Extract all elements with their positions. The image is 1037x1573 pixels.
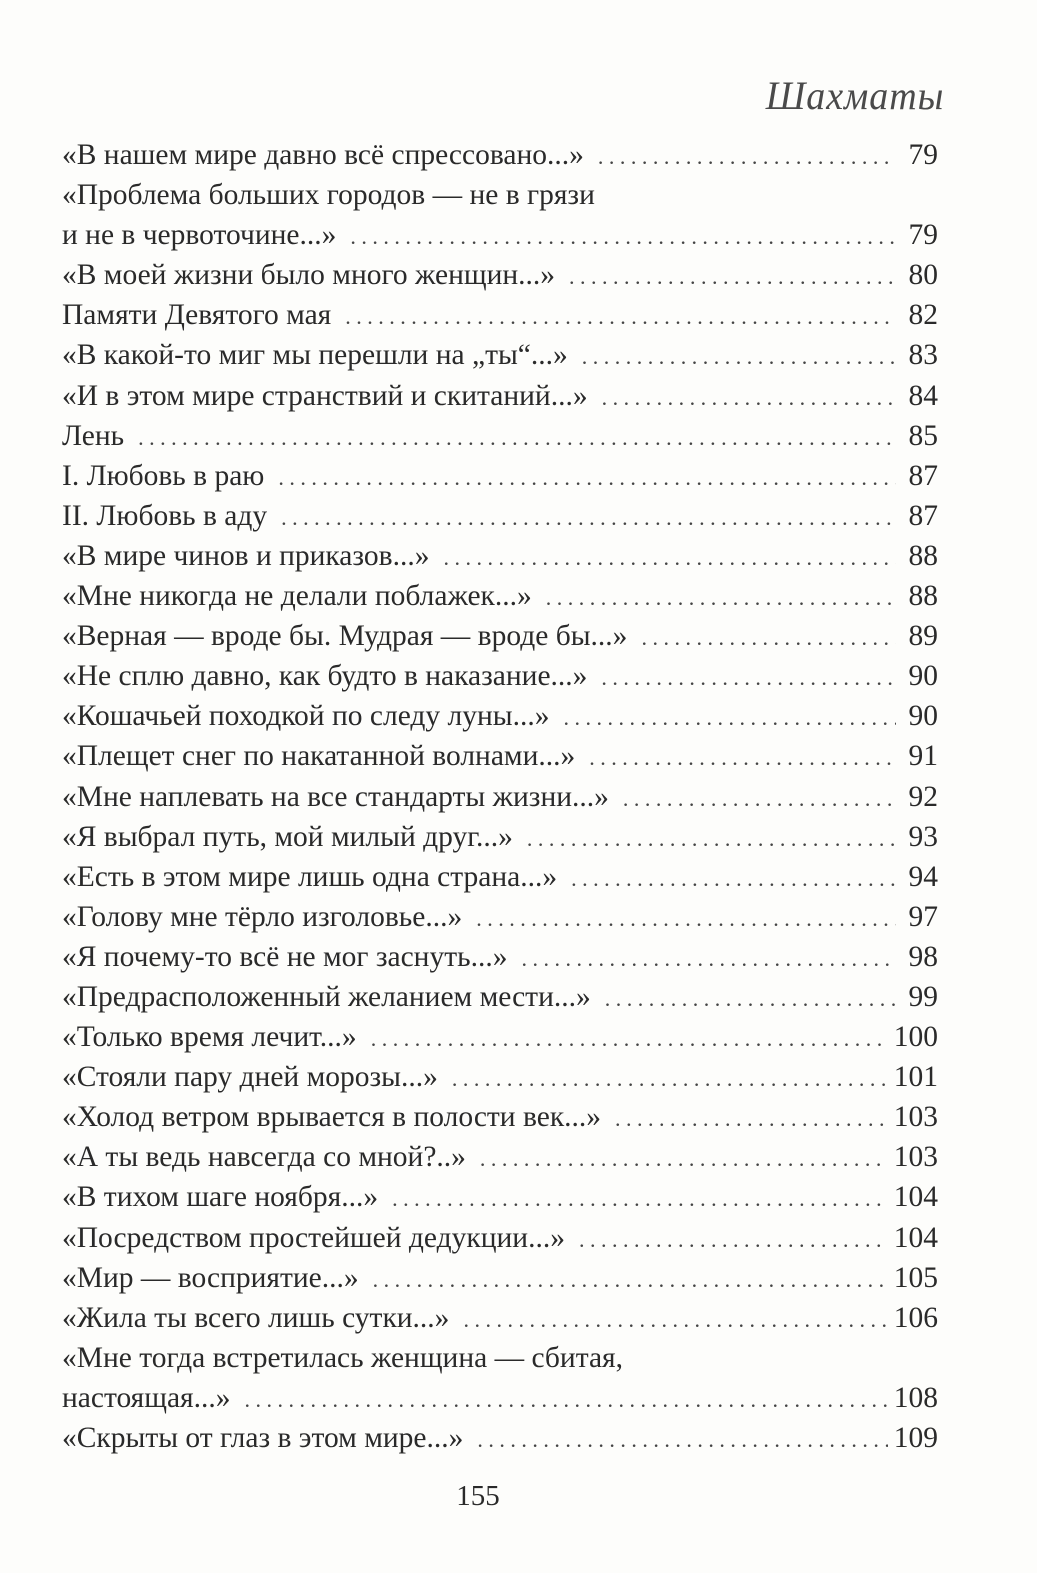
toc-entry [62,335,938,375]
toc-entry [62,817,938,857]
toc-entry-page: 79 [908,219,938,252]
toc-entry-page: 98 [908,940,938,973]
toc-entry-page: 93 [908,820,938,853]
dot-leader [463,1300,887,1340]
dot-leader [564,698,897,738]
table-of-contents [62,135,938,1458]
toc-entry-title: «Предрасположенный желанием мести...» [62,980,591,1013]
toc-entry [62,736,938,776]
toc-entry-page: 89 [908,620,938,653]
toc-entry-title: «В тихом шаге ноября...» [62,1181,379,1214]
toc-entry [62,1177,938,1217]
dot-leader [527,819,896,859]
toc-entry-title: «Мир — восприятие...» [62,1261,359,1294]
toc-entry-page: 103 [893,1141,938,1174]
toc-entry [62,215,938,255]
toc-entry [62,255,938,295]
toc-entry-page: 105 [893,1261,938,1294]
dot-leader [245,1380,888,1420]
toc-entry [62,416,938,456]
toc-entry-title: «В мире чинов и приказов...» [62,539,430,572]
running-header: Шахматы [765,73,945,118]
dot-leader [546,578,896,618]
toc-entry-title: «Проблема больших городов — не в грязи [62,179,595,212]
dot-leader [579,1220,888,1260]
toc-entry-title: «Холод ветром врывается в полости век...» [62,1101,602,1134]
toc-entry-title: «Стояли пару дней морозы...» [62,1061,438,1094]
toc-entry [62,456,938,496]
toc-entry-page: 108 [893,1381,938,1414]
toc-entry [62,937,938,977]
toc-entry [62,376,938,416]
toc-entry-page: 103 [893,1101,938,1134]
dot-leader [477,1420,887,1460]
toc-entry [62,576,938,616]
toc-entry-title: «Есть в этом мире лишь одна страна...» [62,860,558,893]
toc-entry-page: 88 [908,580,938,613]
toc-entry [62,656,938,696]
toc-entry-title: «Мне тогда встретилась женщина — сбитая, [62,1341,624,1374]
dot-leader [582,337,896,377]
toc-entry-title: Памяти Девятого мая [62,299,332,332]
dot-leader [623,779,896,819]
toc-entry-title: и не в червоточине...» [62,219,337,252]
dot-leader [602,378,896,418]
toc-entry-title: «Мне наплевать на все стандарты жизни...» [62,780,609,813]
toc-entry-title: «А ты ведь навсегда со мной?..» [62,1141,466,1174]
toc-entry [62,295,938,335]
toc-entry-page: 92 [908,780,938,813]
dot-leader [350,217,896,257]
toc-entry-page: 104 [893,1181,938,1214]
dot-leader [371,1019,888,1059]
dot-leader [571,859,896,899]
dot-leader [452,1059,888,1099]
toc-entry-title: «Скрыты от глаз в этом мире...» [62,1422,464,1454]
toc-entry-title: Лень [62,419,125,452]
toc-entry-page: 90 [908,660,938,693]
toc-entry [62,616,938,656]
toc-entry [62,1418,938,1458]
toc-entry-page: 106 [893,1301,938,1334]
toc-entry-page: 91 [908,740,938,773]
toc-entry-page: 94 [908,860,938,893]
toc-entry [62,1097,938,1137]
dot-leader [476,899,896,939]
dot-leader [601,658,896,698]
toc-entry-page: 79 [908,139,938,171]
dot-leader [281,498,896,538]
page-number: 155 [456,1480,500,1512]
toc-entry [62,135,938,175]
toc-entry-title: I. Любовь в раю [62,459,265,492]
toc-entry-title: «Посредством простейшей дедукции...» [62,1221,565,1254]
toc-entry-page: 90 [908,700,938,733]
toc-entry [62,1057,938,1097]
dot-leader [641,618,896,658]
dot-leader [569,257,896,297]
dot-leader [605,979,896,1019]
toc-entry [62,1137,938,1177]
toc-entry [62,857,938,897]
toc-entry-page: 109 [893,1422,938,1454]
dot-leader [598,137,896,177]
dot-leader [278,458,896,498]
toc-entry [62,1338,938,1378]
toc-entry-title: «Только время лечит...» [62,1021,357,1054]
toc-entry-page: 88 [908,539,938,572]
dot-leader [373,1260,888,1300]
dot-leader [480,1139,888,1179]
toc-entry-title: «Голову мне тёрло изголовье...» [62,900,463,933]
toc-entry-page: 84 [908,379,938,412]
dot-leader [521,939,896,979]
toc-entry-title: «В какой-то миг мы перешли на „ты“...» [62,339,568,372]
toc-entry [62,1298,938,1338]
toc-entry-title: «В нашем мире давно всё спрессовано...» [62,139,584,171]
toc-entry-title: «Кошачьей походкой по следу луны...» [62,700,550,733]
toc-entry [62,696,938,736]
toc-entry [62,175,938,215]
toc-entry-page: 101 [893,1061,938,1094]
toc-entry [62,1017,938,1057]
toc-entry [62,1378,938,1418]
toc-entry [62,1218,938,1258]
toc-entry-page: 99 [908,980,938,1013]
toc-entry-title: «Не сплю давно, как будто в наказание...» [62,660,588,693]
toc-entry-title: «Жила ты всего лишь сутки...» [62,1301,450,1334]
toc-entry-title: настоящая...» [62,1381,231,1414]
toc-entry-page: 100 [893,1021,938,1054]
toc-entry-title: «Я выбрал путь, мой милый друг...» [62,820,513,853]
toc-entry [62,1258,938,1298]
toc-entry-page: 87 [908,499,938,532]
toc-entry [62,777,938,817]
dot-leader [138,418,896,458]
toc-entry-title: «Плещет снег по накатанной волнами...» [62,740,576,773]
toc-entry-page: 87 [908,459,938,492]
toc-entry-page: 97 [908,900,938,933]
toc-entry [62,496,938,536]
toc-entry-page: 82 [908,299,938,332]
toc-entry-page: 104 [893,1221,938,1254]
toc-entry-title: «Мне никогда не делали поблажек...» [62,580,532,613]
toc-entry-page: 85 [908,419,938,452]
toc-entry [62,536,938,576]
toc-entry-title: II. Любовь в аду [62,499,268,532]
toc-entry-title: «И в этом мире странствий и скитаний...» [62,379,588,412]
dot-leader [345,297,896,337]
toc-entry-title: «Верная — вроде бы. Мудрая — вроде бы...» [62,620,628,653]
toc-entry-page: 83 [908,339,938,372]
dot-leader [589,738,896,778]
dot-leader [615,1099,888,1139]
toc-entry-title: «В моей жизни было много женщин...» [62,259,556,292]
toc-entry-page: 80 [908,259,938,292]
toc-entry [62,897,938,937]
dot-leader [443,538,896,578]
dot-leader [392,1179,888,1219]
toc-entry [62,977,938,1017]
toc-entry-title: «Я почему-то всё не мог заснуть...» [62,940,508,973]
